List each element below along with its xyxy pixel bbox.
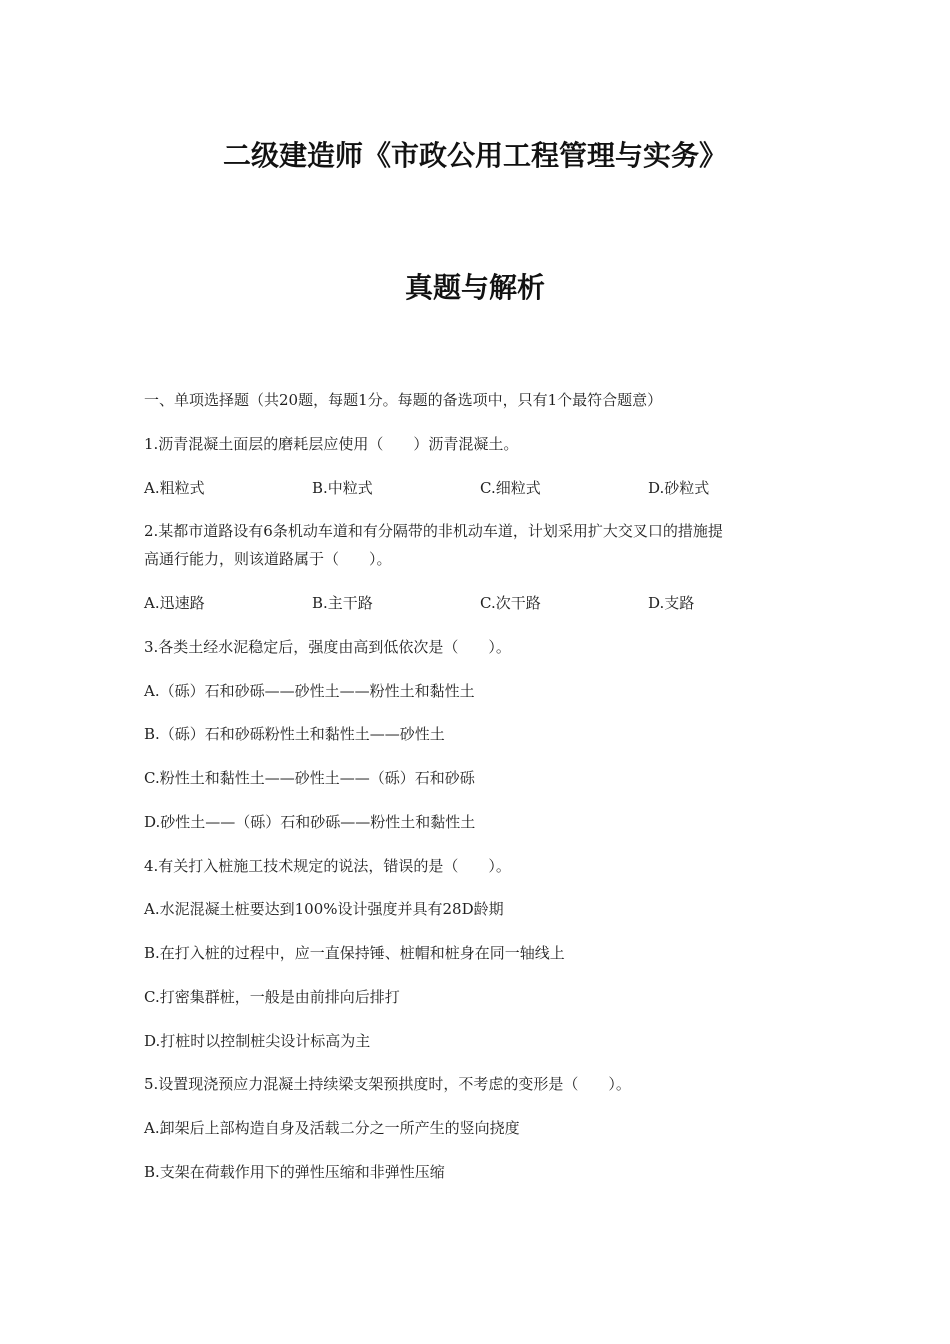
question-1-option-a: A.粗粒式 [144, 479, 205, 497]
question-4-option-b: B.在打入桩的过程中，应一直保持锤、桩帽和桩身在同一轴线上 [144, 944, 565, 962]
question-2-option-d: D.支路 [648, 594, 695, 612]
question-2-option-a: A.迅速路 [144, 594, 205, 612]
question-5-option-a: A.卸架后上部构造自身及活载二分之一所产生的竖向挠度 [144, 1119, 520, 1137]
question-5-stem: 5.设置现浇预应力混凝土持续梁支架预拱度时，不考虑的变形是（ ）。 [144, 1075, 631, 1093]
question-1-option-b: B.中粒式 [312, 479, 373, 497]
question-2-option-c: C.次干路 [480, 594, 541, 612]
question-2-option-b: B.主干路 [312, 594, 373, 612]
section-heading: 一、单项选择题（共20题，每题1分。每题的备选项中，只有1个最符合题意） [144, 391, 663, 409]
question-1-option-d: D.砂粒式 [648, 479, 710, 497]
question-1-option-c: C.细粒式 [480, 479, 541, 497]
question-1-stem: 1.沥青混凝土面层的磨耗层应使用（ ）沥青混凝土。 [144, 435, 519, 453]
question-4-option-a: A.水泥混凝土桩要达到100%设计强度并具有28D龄期 [144, 900, 504, 918]
question-3-option-a: A.（砾）石和砂砾——砂性土——粉性土和黏性土 [144, 682, 475, 700]
question-4-stem: 4.有关打入桩施工技术规定的说法，错误的是（ ）。 [144, 857, 511, 875]
question-2-stem-line-1: 2.某都市道路设有6条机动车道和有分隔带的非机动车道，计划采用扩大交叉口的措施提 [144, 522, 723, 540]
question-3-option-b: B.（砾）石和砂砾粉性土和黏性土——砂性土 [144, 725, 445, 743]
question-3-stem: 3.各类土经水泥稳定后，强度由高到低依次是（ ）。 [144, 638, 511, 656]
question-3-option-c: C.粉性土和黏性土——砂性土——（砾）石和砂砾 [144, 769, 475, 787]
question-3-option-d: D.砂性土——（砾）石和砂砾——粉性土和黏性土 [144, 813, 476, 831]
question-4-option-d: D.打桩时以控制桩尖设计标高为主 [144, 1032, 371, 1050]
question-4-option-c: C.打密集群桩，一般是由前排向后排打 [144, 988, 400, 1006]
question-2-stem-line-2: 高通行能力，则该道路属于（ ）。 [144, 550, 392, 568]
document-title: 二级建造师《市政公用工程管理与实务》 [222, 139, 727, 172]
document-subtitle: 真题与解析 [404, 271, 545, 304]
question-5-option-b: B.支架在荷载作用下的弹性压缩和非弹性压缩 [144, 1163, 445, 1181]
